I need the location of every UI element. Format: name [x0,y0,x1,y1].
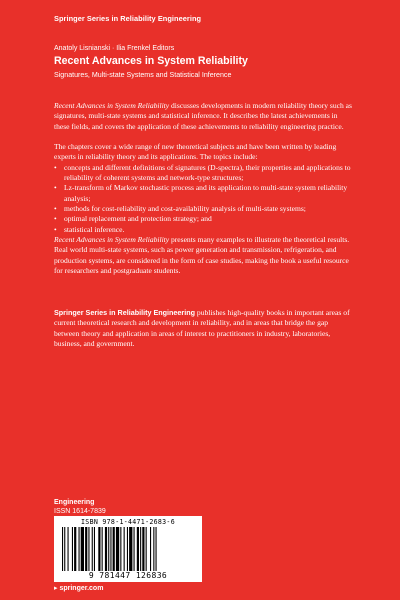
topics-list [54,163,352,235]
barcode-bar [120,527,121,571]
barcode-bar [92,527,93,571]
book-subtitle: Signatures, Multi-state Systems and Statistical Inference [54,71,232,79]
barcode-bar [88,527,89,571]
barcode-bar [98,527,100,571]
barcode-bar [81,527,84,571]
series-name: Springer Series in Reliability Engineering [54,14,202,23]
topic-item: • concepts and different definitions of signatures (D-spectra), their properties and applications to reliability of coherent systems and network-type structures; [54,163,352,184]
barcode-bar [113,527,115,571]
isbn: ISBN 978-1-4471-2683-6 [81,518,175,526]
barcode-bars [62,527,194,571]
barcode-bar [74,527,76,571]
barcode-bar [110,527,111,571]
barcode [54,516,202,582]
barcode-bar [156,527,157,571]
topic-item: • Lz-transform of Markov stochastic process and its application to multi-state system reliability analysis; [54,183,352,204]
barcode-bar [124,527,125,571]
blurb-book-title: Recent Advances in System Reliability [54,101,170,110]
editors: Anatoly Lisnianski · Ilia Frenkel Editors [54,45,175,52]
barcode-bar [102,527,103,571]
barcode-bar [137,527,139,571]
barcode-bar [142,527,144,571]
barcode-digits: 9 781447 126836 [88,571,168,580]
barcode-bar [153,527,154,571]
blurb-p3-text: presents many examples to illustrate the theoretical results. Real world multi-state systems, such as power generation and transmission, refrigeration, and production systems, are considered in the form of case studies, making the book a useful resource for researchers and postgraduate students. [54,235,350,276]
barcode-bar [72,527,73,571]
barcode-bar [129,527,132,571]
blurb-book-title-2: Recent Advances in System Reliability [54,235,170,245]
barcode-bar [127,527,128,571]
barcode-bar [62,527,63,571]
blurb [54,101,352,277]
issn: ISSN 1614-7839 [54,508,106,515]
series-description-name: Springer Series in Reliability Engineering [54,308,195,317]
blurb-paragraph-3 [54,235,352,276]
barcode-bar [105,527,107,571]
series-description-text: publishes high-quality books in important areas of current theoretical research and development in reliability, and in areas that bridge the gap between theory and application in areas of interest to practitioners in industry, laboratories, business, and government. [54,308,350,348]
topic-item: • methods for cost-reliability and cost-availability analysis of multi-state systems; [54,204,352,214]
barcode-bar [146,527,147,571]
blurb-paragraph-1 [54,101,352,132]
springer-link[interactable]: ▸ springer.com [54,585,104,592]
barcode-bar [108,527,109,571]
topic-item: • statistical inference. [54,225,352,235]
barcode-bar [134,527,135,571]
series-description [54,308,354,349]
book-title: Recent Advances in System Reliability [54,55,248,67]
barcode-bar [79,527,80,571]
barcode-bar [140,527,141,571]
barcode-bar [68,527,69,571]
barcode-bar [64,527,65,571]
barcode-bar [116,527,119,571]
topic-item: • optimal replacement and protection strategy; and [54,214,352,224]
barcode-bar [85,527,87,571]
blurb-paragraph-2: The chapters cover a wide range of new theoretical subjects and have been written by leading experts in reliability theory and its applications. The topics include: [54,142,337,162]
subject-category: Engineering [54,499,95,506]
blurb-p1-text: discusses developments in modern reliability theory such as signatures, multi-state systems and statistical inference. It describes the latest achievements in these fields, and covers the application of these achievements to reliability engineering practice. [54,101,352,131]
barcode-bar [150,527,151,571]
barcode-bar [94,527,95,571]
